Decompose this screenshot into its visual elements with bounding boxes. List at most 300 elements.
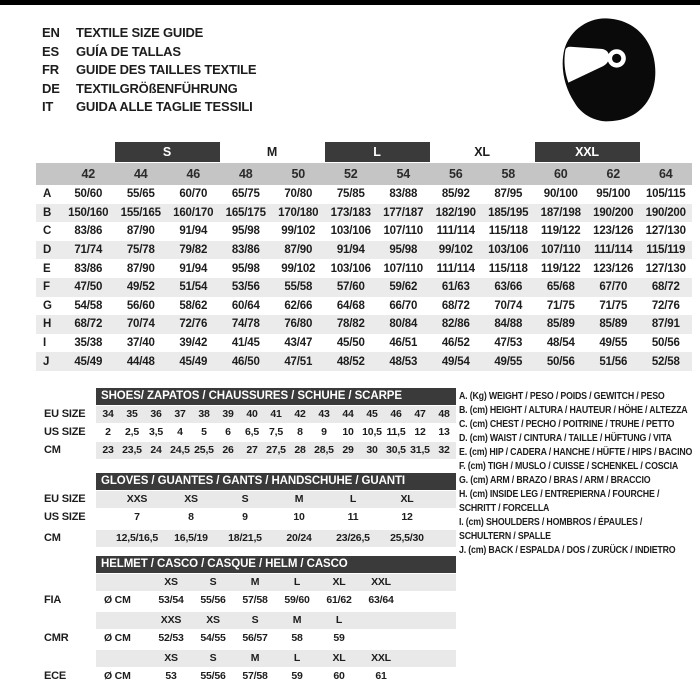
certification-label: ECE [44, 670, 67, 682]
size-table-row [36, 297, 692, 316]
row-label: US SIZE [44, 426, 86, 438]
legend-line: E. (cm) HIP / CADERA / HANCHE / HÜFTE / HIPS / BACINO [459, 447, 693, 458]
language-label: TEXTILE SIZE GUIDE [76, 25, 204, 40]
size-value: 65/75 [231, 188, 260, 201]
cell-value: 40 [246, 408, 258, 420]
size-header-value: 54 [396, 167, 410, 181]
legend-item [459, 544, 699, 558]
size-value: 111/114 [594, 244, 633, 257]
cell-value: 28 [294, 444, 306, 456]
row-cells [96, 424, 456, 441]
helmet-size-label: M [292, 614, 302, 626]
legend-line: J. (cm) BACK / ESPALDA / DOS / ZURÜCK / INDIETRO [459, 545, 676, 556]
size-value: 51/56 [599, 355, 628, 368]
size-value: 59/62 [389, 281, 418, 294]
legend-item [459, 390, 699, 404]
legend-line: A. (Kg) WEIGHT / PESO / POIDS / GEWITCH / PESO [459, 391, 665, 402]
size-value: 45/49 [179, 355, 208, 368]
helmet-size-label: S [209, 576, 217, 588]
size-value: 50/56 [546, 355, 575, 368]
size-value: 123/126 [593, 262, 634, 275]
helmet-size-row [40, 650, 456, 667]
size-value: 54/58 [74, 299, 103, 312]
size-value: 170/180 [278, 206, 319, 219]
diameter-unit-label: Ø CM [104, 594, 131, 606]
size-value: 95/98 [389, 244, 418, 257]
helmet-value-cells [96, 592, 456, 609]
section-label-spacer [40, 556, 96, 573]
certification-label: FIA [44, 594, 62, 606]
row-letter: A [43, 188, 52, 201]
legend-item [459, 474, 699, 488]
size-value: 107/110 [383, 262, 424, 275]
size-value: 47/53 [494, 337, 523, 350]
cell-value: 7,5 [269, 426, 283, 438]
cell-value: 43 [318, 408, 330, 420]
helmet-size-label: L [293, 576, 301, 588]
size-value: 80/84 [389, 318, 418, 331]
size-value: 50/56 [651, 337, 680, 350]
size-value: 91/94 [179, 262, 208, 275]
helmet-size-value: 56/57 [242, 632, 268, 644]
size-group-label [640, 142, 693, 162]
size-value: 56/60 [126, 299, 155, 312]
size-value: 68/72 [74, 318, 103, 331]
size-value: 190/200 [593, 206, 634, 219]
size-value: 82/86 [441, 318, 470, 331]
row-cells [96, 491, 456, 508]
cell-value: 12,5/16,5 [116, 532, 158, 544]
size-value: 76/80 [284, 318, 313, 331]
helmet-size-label: L [293, 652, 301, 664]
size-value: 127/130 [645, 225, 686, 238]
row-label: EU SIZE [44, 408, 86, 420]
cell-value: 24 [150, 444, 162, 456]
size-value: 165/175 [225, 206, 266, 219]
size-value: 95/100 [596, 188, 631, 201]
size-value: 99/102 [438, 244, 473, 257]
row-letter: G [43, 299, 52, 312]
size-value: 127/130 [645, 262, 686, 275]
size-value: 68/72 [651, 281, 680, 294]
size-value: 160/170 [173, 206, 214, 219]
cell-value: 45 [366, 408, 378, 420]
cell-value: XL [400, 493, 414, 505]
size-value: 74/78 [231, 318, 260, 331]
size-value: 111/114 [436, 262, 475, 275]
size-value: 87/90 [126, 225, 155, 238]
helmet-size-value: 53 [165, 670, 177, 682]
size-table-row [36, 278, 692, 297]
row-label: EU SIZE [44, 493, 86, 505]
cell-value: 28,5 [314, 444, 334, 456]
row-cells [96, 530, 456, 547]
size-value: 46/50 [231, 355, 260, 368]
cell-value: 46 [390, 408, 402, 420]
size-value: 70/80 [284, 188, 313, 201]
helmet-size-row [40, 574, 456, 591]
language-code: DE [42, 80, 60, 96]
size-value: 85/89 [599, 318, 628, 331]
size-value: 99/102 [281, 225, 316, 238]
helmet-size-value: 57/58 [242, 594, 268, 606]
main-size-table [36, 141, 692, 371]
cell-value: 8 [297, 426, 303, 438]
size-value: 87/91 [651, 318, 680, 331]
size-value: 72/76 [179, 318, 208, 331]
cell-value: 24,5 [170, 444, 190, 456]
size-header-value: 64 [658, 167, 673, 181]
size-value: 52/58 [651, 355, 680, 368]
size-group-label: XL [474, 144, 490, 159]
cell-value: 38 [198, 408, 210, 420]
language-row [42, 24, 256, 43]
cell-value: 2 [105, 426, 111, 438]
legend-line: B. (cm) HEIGHT / ALTURA / HAUTEUR / HÖHE / ALTEZZA [459, 405, 688, 416]
legend-line: D. (cm) WAIST / CINTURA / TAILLE / HÜFTUNG / VITA [459, 433, 672, 444]
size-value: 119/122 [540, 225, 581, 238]
cell-value: XXS [126, 493, 148, 505]
language-list [42, 24, 256, 117]
helmet-size-value: 52/53 [158, 632, 184, 644]
helmet-icon [549, 12, 665, 128]
helmet-size-value: 59/60 [284, 594, 310, 606]
cell-value: 42 [294, 408, 306, 420]
row-letter: C [43, 225, 52, 238]
helmet-value-cells [96, 668, 456, 685]
section-title-row [40, 388, 456, 405]
size-value: 62/66 [284, 299, 313, 312]
cell-value: 30 [366, 444, 378, 456]
cell-value: XS [184, 493, 198, 505]
cell-value: 25,5/30 [390, 532, 424, 544]
certification-label: CMR [44, 632, 69, 644]
size-header-value: 58 [501, 167, 515, 181]
cell-value: 6,5 [245, 426, 259, 438]
cell-value: 4 [177, 426, 183, 438]
size-value: 87/90 [284, 244, 313, 257]
cell-value: 9 [242, 511, 248, 523]
section-title: HELMET / CASCO / CASQUE / HELM / CASCO [96, 556, 456, 573]
helmet-size-label: XXS [160, 614, 182, 626]
cell-value: 6 [225, 426, 231, 438]
helmet-value-cells [96, 630, 456, 647]
size-value: 55/65 [126, 188, 155, 201]
language-code: FR [42, 62, 59, 77]
section-label-spacer [40, 388, 96, 405]
row-letter: D [43, 244, 52, 257]
size-value: 91/94 [336, 244, 365, 257]
size-value: 39/42 [179, 337, 208, 350]
size-table-row [36, 185, 692, 204]
size-header-value: 50 [291, 167, 305, 181]
cell-value: 30,5 [386, 444, 406, 456]
language-code: ES [42, 43, 59, 59]
cell-value: 41 [270, 408, 282, 420]
section-label-spacer [40, 574, 96, 591]
size-value: 84/88 [494, 318, 523, 331]
helmet-size-row [40, 612, 456, 629]
legend-item [459, 446, 699, 460]
gloves-section [40, 473, 456, 548]
row-cells [96, 442, 456, 459]
section-title-row [40, 473, 456, 490]
section-data-row [40, 530, 456, 547]
helmet-size-value: 63/64 [368, 594, 394, 606]
size-table-row [36, 334, 692, 353]
helmet-value-row [40, 592, 456, 609]
size-value: 53/56 [231, 281, 260, 294]
size-group-label: S [115, 142, 220, 162]
helmet-size-value: 59 [291, 670, 303, 682]
cell-value: 23,5 [122, 444, 142, 456]
size-group-label: L [325, 142, 430, 162]
size-value: 150/160 [68, 206, 109, 219]
cell-value: 16,5/19 [174, 532, 208, 544]
size-value: 61/63 [441, 281, 470, 294]
size-value: 49/54 [441, 355, 470, 368]
helmet-size-label: XL [332, 576, 346, 588]
size-value: 123/126 [593, 225, 634, 238]
cell-value: 26 [222, 444, 234, 456]
size-value: 95/98 [231, 262, 260, 275]
cell-value: 44 [342, 408, 354, 420]
diameter-unit-label: Ø CM [104, 670, 131, 682]
size-value: 44/48 [126, 355, 155, 368]
helmet-size-label: S [251, 614, 259, 626]
size-value: 50/60 [74, 188, 103, 201]
legend-item [459, 460, 699, 474]
size-value: 85/92 [441, 188, 470, 201]
helmet-size-label: XL [332, 652, 346, 664]
section-data-row [40, 424, 456, 441]
size-value: 177/187 [383, 206, 424, 219]
size-table-row [36, 315, 692, 334]
cell-value: 29 [342, 444, 354, 456]
cell-value: 23/26,5 [336, 532, 370, 544]
size-value: 111/114 [436, 225, 475, 238]
shoes-section [40, 388, 456, 460]
size-header-value: 42 [81, 167, 95, 181]
cell-value: 39 [222, 408, 234, 420]
size-value: 49/52 [126, 281, 155, 294]
helmet-size-cells [96, 574, 456, 591]
cell-value: 27,5 [266, 444, 286, 456]
helmet-size-label: M [250, 652, 260, 664]
language-label: GUÍA DE TALLAS [76, 43, 181, 59]
helmet-size-label: XS [206, 614, 220, 626]
size-value: 49/55 [599, 337, 628, 350]
helmet-size-label: M [250, 576, 260, 588]
helmet-size-value: 61 [375, 670, 387, 682]
size-value: 37/40 [126, 337, 155, 350]
cell-value: 25,5 [194, 444, 214, 456]
size-value: 75/85 [336, 188, 365, 201]
size-value: 75/78 [126, 244, 155, 257]
helmet-value-row [40, 668, 456, 685]
language-code: EN [42, 25, 60, 40]
cell-value: 32 [438, 444, 450, 456]
legend-line: G. (cm) ARM / BRAZO / BRAS / ARM / BRACCIO [459, 475, 651, 486]
size-value: 187/198 [540, 206, 581, 219]
size-value: 103/106 [488, 244, 529, 257]
size-value: 60/64 [231, 299, 260, 312]
language-code: IT [42, 99, 54, 114]
size-value: 83/88 [389, 188, 418, 201]
row-letter: I [43, 337, 46, 350]
size-value: 90/100 [543, 188, 578, 201]
cell-value: 34 [102, 408, 114, 420]
size-value: 85/89 [546, 318, 575, 331]
legend-item [459, 432, 699, 446]
legend-item [459, 488, 699, 516]
size-value: 99/102 [281, 262, 316, 275]
helmet-size-label: XS [164, 576, 178, 588]
size-value: 79/82 [179, 244, 208, 257]
row-cells [96, 509, 456, 526]
size-value: 87/95 [494, 188, 523, 201]
size-value: 107/110 [383, 225, 424, 238]
size-value: 41/45 [231, 337, 260, 350]
legend-line: SCHRITT / FORCELLA [459, 503, 550, 514]
size-value: 71/75 [546, 299, 575, 312]
size-value: 91/94 [179, 225, 208, 238]
size-header-value: 60 [553, 167, 568, 181]
size-value: 48/53 [389, 355, 418, 368]
helmet-size-label: S [209, 652, 217, 664]
helmet-size-value: 53/54 [158, 594, 184, 606]
size-value: 115/119 [646, 244, 686, 257]
size-value: 70/74 [494, 299, 523, 312]
size-value: 68/72 [441, 299, 470, 312]
size-table-row [36, 204, 692, 223]
size-value: 47/50 [74, 281, 103, 294]
size-value: 67/70 [599, 281, 628, 294]
size-value: 83/86 [74, 225, 103, 238]
helmet-size-value: 60 [333, 670, 345, 682]
size-value: 185/195 [488, 206, 529, 219]
size-value: 115/118 [488, 225, 528, 238]
language-row [42, 98, 256, 117]
cell-value: 36 [150, 408, 162, 420]
helmet-size-cells [96, 612, 456, 629]
size-value: 43/47 [284, 337, 313, 350]
size-value: 87/90 [126, 262, 155, 275]
helmet-size-label: XS [164, 652, 178, 664]
cell-value: 12 [414, 426, 426, 438]
size-value: 66/70 [389, 299, 418, 312]
size-group-label [36, 142, 115, 162]
legend-item [459, 516, 699, 544]
language-label: GUIDA ALLE TAGLIE TESSILI [76, 99, 253, 114]
section-label-spacer [40, 473, 96, 490]
section-title: SHOES/ ZAPATOS / CHAUSSURES / SCHUHE / SCARPE [96, 388, 456, 405]
top-border-bar [0, 0, 700, 5]
legend-line: I. (cm) SHOULDERS / HOMBROS / ÉPAULES / [459, 517, 643, 528]
helmet-size-cells [96, 650, 456, 667]
size-value: 45/50 [336, 337, 365, 350]
cell-value: M [294, 493, 304, 505]
size-value: 83/86 [74, 262, 103, 275]
cell-value: 8 [188, 511, 194, 523]
cell-value: L [349, 493, 357, 505]
size-header-value: 48 [238, 167, 253, 181]
cell-value: 13 [438, 426, 450, 438]
helmet-size-label: XXL [371, 652, 391, 664]
size-table-row [36, 222, 692, 241]
size-value: 115/118 [488, 262, 528, 275]
size-value: 70/74 [126, 318, 155, 331]
size-value: 46/52 [441, 337, 470, 350]
legend-item [459, 404, 699, 418]
section-data-row [40, 509, 456, 526]
section-title: GLOVES / GUANTES / GANTS / HANDSCHUHE / GUANTI [96, 473, 456, 490]
helmet-section [40, 556, 456, 686]
size-group-row [36, 141, 692, 162]
language-row [42, 43, 256, 62]
measurement-legend [459, 390, 699, 558]
size-header-value: 44 [133, 167, 148, 181]
row-letter: J [43, 355, 50, 368]
row-letter: F [43, 281, 50, 294]
size-header-value: 46 [186, 167, 200, 181]
helmet-size-value: 59 [333, 632, 345, 644]
cell-value: 11,5 [386, 426, 406, 438]
size-header-value: 56 [448, 167, 463, 181]
cell-value: 48 [438, 408, 450, 420]
size-value: 51/54 [179, 281, 208, 294]
row-letter: H [43, 318, 52, 331]
cell-value: 9 [321, 426, 327, 438]
helmet-size-value: 61/62 [326, 594, 352, 606]
size-value: 103/106 [330, 262, 371, 275]
size-value: 64/68 [336, 299, 365, 312]
section-label-spacer [40, 650, 96, 667]
language-label: GUIDE DES TAILLES TEXTILE [76, 62, 257, 77]
size-value: 58/62 [179, 299, 208, 312]
legend-line: F. (cm) TIGH / MUSLO / CUISSE / SCHENKEL / COSCIA [459, 461, 679, 472]
row-label: US SIZE [44, 511, 86, 523]
size-value: 45/49 [74, 355, 103, 368]
row-label: CM [44, 532, 61, 544]
size-header-value: 52 [343, 167, 358, 181]
helmet-size-value: 55/56 [200, 670, 226, 682]
size-value: 155/165 [120, 206, 161, 219]
size-value: 107/110 [540, 244, 581, 257]
cell-value: 27 [246, 444, 258, 456]
size-value: 71/75 [599, 299, 628, 312]
helmet-value-row [40, 630, 456, 647]
size-value: 71/74 [74, 244, 103, 257]
size-table-row [36, 241, 692, 260]
helmet-size-label: L [335, 614, 343, 626]
size-value: 95/98 [231, 225, 260, 238]
size-table-row [36, 259, 692, 278]
size-value: 105/115 [645, 188, 686, 201]
row-letter: E [43, 262, 51, 275]
cell-value: 18/21,5 [228, 532, 262, 544]
size-value: 173/183 [330, 206, 371, 219]
cell-value: 10,5 [362, 426, 382, 438]
section-title-row [40, 556, 456, 573]
size-value: 182/190 [435, 206, 476, 219]
cell-value: 2,5 [125, 426, 139, 438]
cell-value: 31,5 [410, 444, 430, 456]
size-header-row [36, 163, 692, 185]
size-value: 190/200 [645, 206, 686, 219]
row-letter: B [43, 206, 52, 219]
helmet-size-label: XXL [371, 576, 391, 588]
